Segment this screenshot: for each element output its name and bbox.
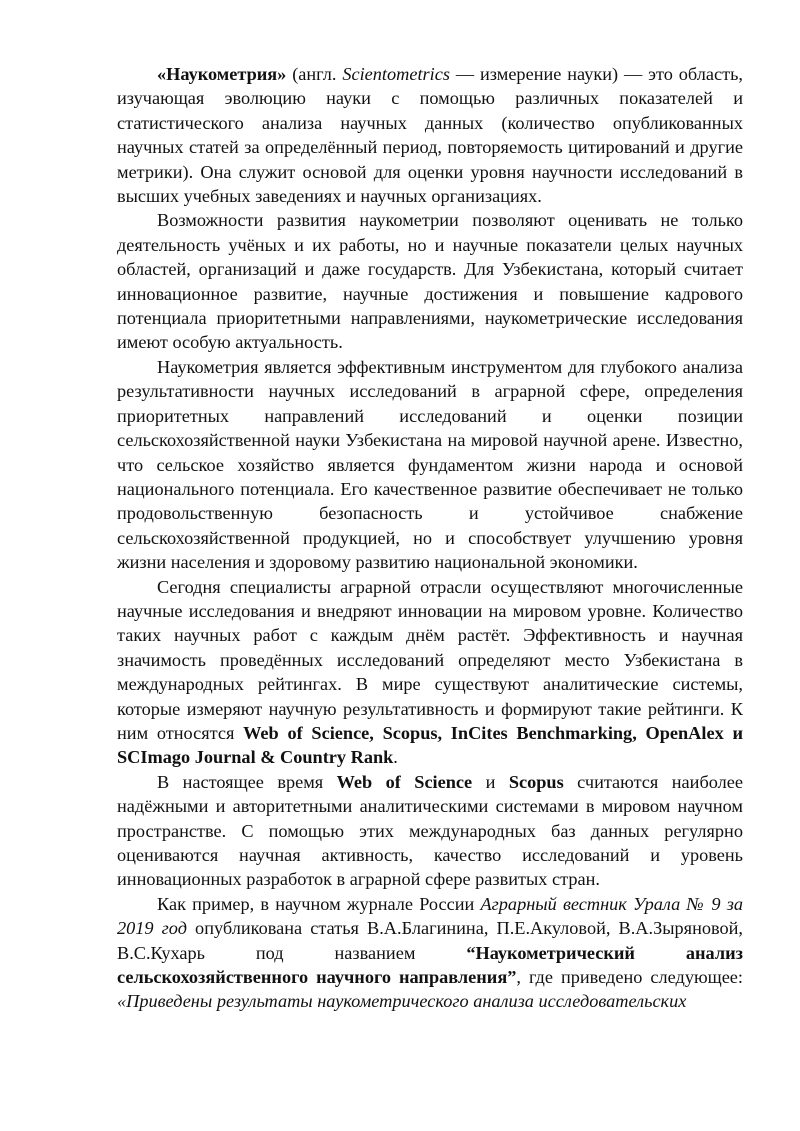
- paragraph: [117, 208, 743, 354]
- text-run: и: [472, 771, 509, 792]
- text-run: — измерение науки) — это область, изучающая эволюцию науки с помощью различных показателей и статистического анализа научных данных (количество опубликованных научных статей за определённый период, повторяемость цитирований и другие метрики). Она служит основой для оценки уровня научности исследований в высших учебных заведениях и научных организациях.: [117, 64, 743, 207]
- text-run: , где приведено следующее:: [516, 967, 744, 988]
- text-run: .: [393, 747, 398, 768]
- bold-text: Web of Science: [336, 771, 473, 792]
- text-run: опубликована статья В.А.Благинина, П.Е.Акуловой, В.А.Зыряновой, В.С.Кухарь под названием: [117, 918, 743, 963]
- bold-text: “Наукометрический анализ сельскохозяйственного научного направления”: [117, 942, 743, 988]
- paragraph: [117, 355, 743, 575]
- text-run: В настоящее время: [157, 771, 337, 792]
- paragraph: [117, 892, 743, 1014]
- paragraph: [117, 770, 743, 892]
- italic-text: «Приведены результаты наукометрического анализа исследовательских: [117, 991, 687, 1012]
- text-run: Сегодня специалисты аграрной отрасли осуществляют многочисленные научные исследования и внедряют инновации на мировом уровне. Количество таких научных работ с каждым днём растёт. Эффективность и научная значимость проведённых исследований определяют место Узбекистана в международных рейтингах. В мире существуют аналитические системы, которые измеряют научную результативность и формируют такие рейтинги. К ним относятся: [117, 576, 743, 743]
- italic-text: Scientometrics: [342, 64, 450, 84]
- bold-text: «Наукометрия»: [157, 64, 287, 84]
- text-run: Как пример, в научном журнале России: [157, 893, 481, 914]
- bold-text: Scopus: [508, 771, 564, 792]
- text-run: Наукометрия является эффективным инструментом для глубокого анализа результативности научных исследований в аграрной сфере, определения приоритетных направлений исследований и оценки позиции сельскохозяйственной науки Узбекистана на мировой научной арене. Известно, что сельское хозяйство является фундаментом жизни народа и основой национального потенциала. Его качественное развитие обеспечивает не только продовольственную безопасность и устойчивое снабжение сельскохозяйственной продукцией, но и способствует улучшению уровня жизни населения и здоровому развитию национальной экономики.: [117, 356, 743, 573]
- document-body: [117, 62, 743, 1014]
- paragraph: [117, 62, 743, 208]
- text-run: считаются наиболее надёжными и авторитетными аналитическими системами в мировом научном пространстве. С помощью этих международных баз данных регулярно оцениваются научная активность, качество исследований и уровень инновационных разработок в аграрной сфере развитых стран.: [117, 771, 743, 890]
- bold-text: Web of Science, Scopus, InCites Benchmarking, OpenAlex и SCImago Journal & Country Rank: [117, 722, 743, 768]
- text-run: Возможности развития наукометрии позволяют оценивать не только деятельность учёных и их работы, но и научные показатели целых научных областей, организаций и даже государств. Для Узбекистана, который считает инновационное развитие, научные достижения и повышение кадрового потенциала приоритетными направлениями, наукометрические исследования имеют особую актуальность.: [117, 210, 743, 353]
- text-run: (англ.: [286, 64, 343, 84]
- italic-text: Аграрный вестник Урала № 9 за 2019 год: [117, 893, 743, 939]
- paragraph: [117, 575, 743, 770]
